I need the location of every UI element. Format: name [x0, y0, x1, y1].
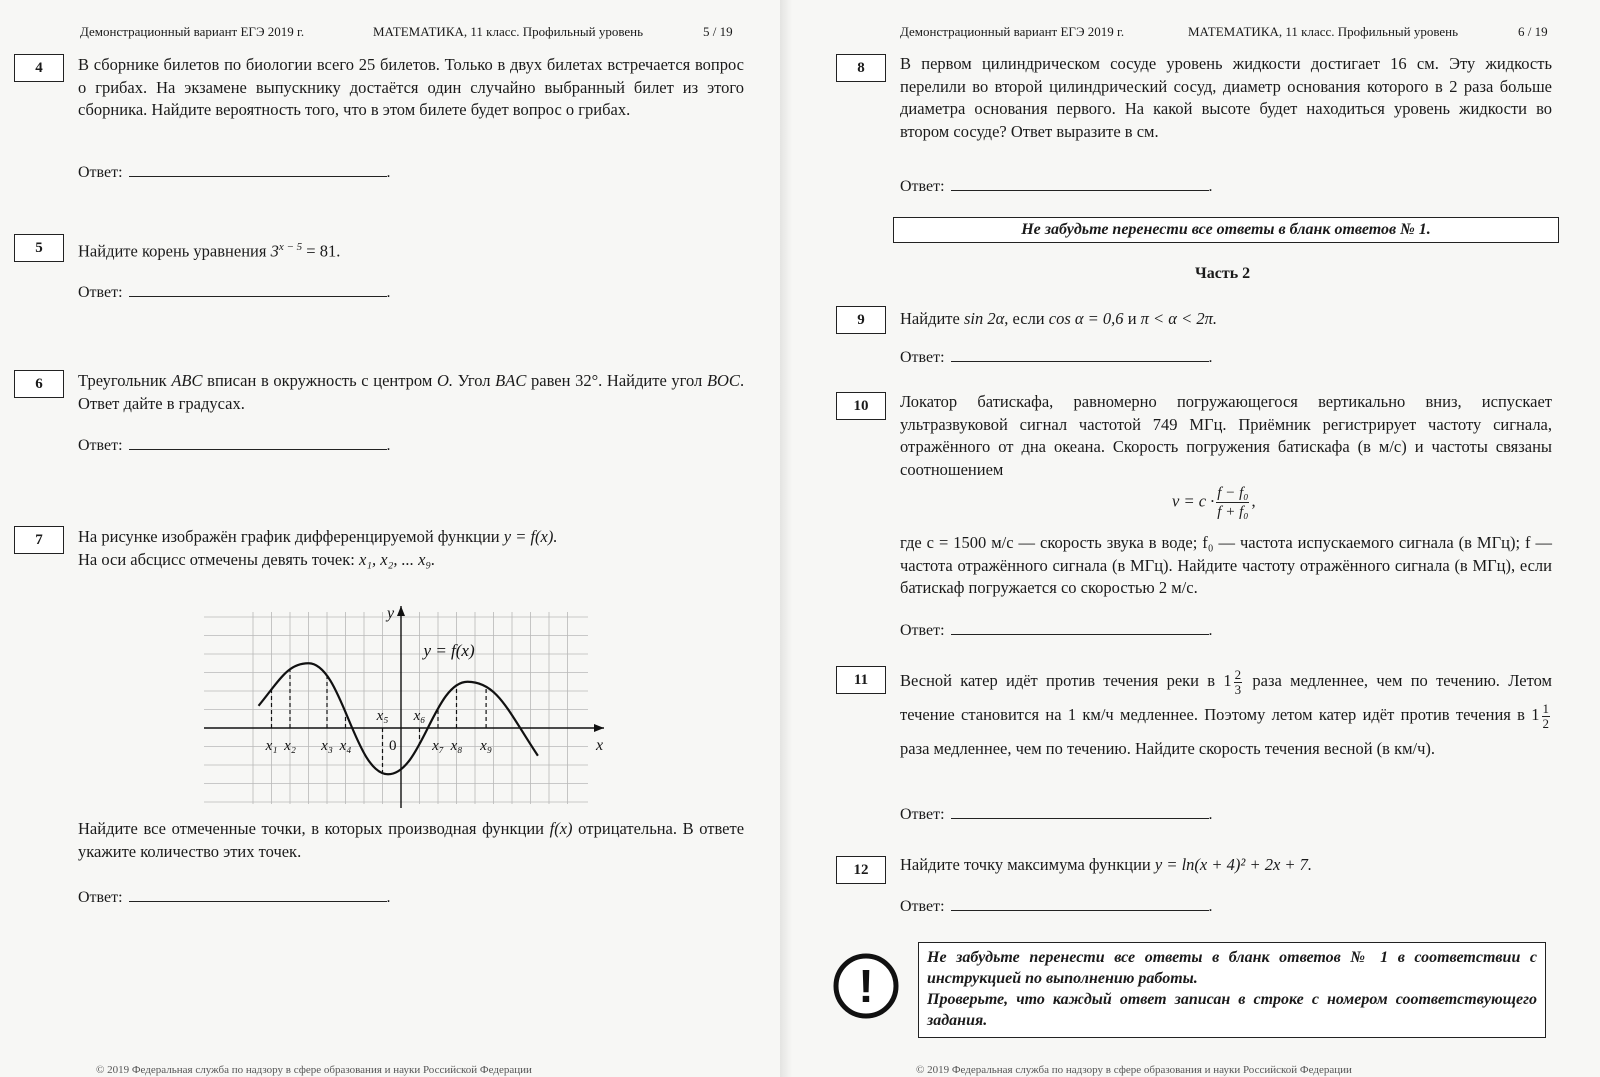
- task-6-boc: BOC: [706, 371, 740, 390]
- header-subject: МАТЕМАТИКА, 11 класс. Профильный уровень: [373, 24, 644, 39]
- task-6-o: O.: [436, 371, 453, 390]
- task-number-12: 12: [836, 856, 886, 884]
- graph-title: y = f(x): [423, 640, 475, 660]
- answer-line[interactable]: [951, 817, 1209, 819]
- task-6-abc: ABC: [171, 371, 203, 390]
- answer-line[interactable]: [951, 189, 1209, 191]
- task-number-6: 6: [14, 370, 64, 398]
- task-7-part: отрицательна. В ответе укажите количество этих точек.: [78, 819, 745, 861]
- header-title: Демонстрационный вариант ЕГЭ 2019 г.: [80, 24, 305, 39]
- reminder-transfer-answers: Не забудьте перенести все ответы в бланк ответов № 1.: [893, 217, 1559, 243]
- answer-label: Ответ:: [900, 806, 945, 823]
- task-5-rhs: = 81.: [306, 241, 341, 261]
- point-label: x₈: [450, 738, 463, 754]
- task-9-sin: sin 2α: [963, 309, 1005, 328]
- formula-numerator: f − f₀: [1217, 485, 1249, 501]
- task-10-text: Локатор батискафа, равномерно погружающегося вертикально вниз, испускает ультразвуковой сигнал частотой 749 МГц. Приёмник регистрирует частоту сигнала, отражённого от дна океана. Скорость погружения батискафа (в м/с) и частоты связаны соотношением: [900, 392, 1552, 479]
- task-6-part: Угол: [457, 371, 491, 390]
- task-7-text: [78, 526, 744, 571]
- task-number-9: 9: [836, 306, 886, 334]
- final-reminder-transfer: Не забудьте перенести все ответы в бланк ответов № 1 в соответствии с инструкцией по выполнению работы.: [927, 949, 1537, 987]
- formula-fraction: [1216, 484, 1249, 521]
- header-page-number: 5 / 19: [703, 24, 733, 39]
- answer-label: Ответ:: [78, 284, 123, 301]
- task-11-part: Весной катер идёт против течения реки в: [900, 671, 1216, 690]
- task-9-part: Найдите: [900, 309, 960, 328]
- task-number-8: 8: [836, 54, 886, 82]
- task-number-11: 11: [836, 666, 886, 694]
- answer-label: Ответ:: [900, 178, 945, 195]
- task-12-part: Найдите точку максимума функции: [900, 855, 1151, 874]
- task-7-question: [78, 818, 744, 863]
- x-axis-arrow: [594, 724, 604, 732]
- task-11-text: [900, 664, 1552, 766]
- task-9-answer: Ответ: .: [900, 349, 1213, 366]
- task-7-points: x₁, x₂, ... x₉.: [358, 549, 436, 569]
- y-axis-arrow: [397, 606, 405, 616]
- task-8-answer: Ответ: .: [900, 178, 1213, 195]
- task-6-part: вписан в окружность с центром: [207, 371, 433, 390]
- task-6-part: . Ответ дайте в градусах.: [78, 371, 745, 413]
- answer-label: Ответ:: [78, 889, 123, 906]
- task-11-part: раза медленнее, чем по течению. Найдите скорость течения весной (в км/ч).: [900, 739, 1436, 758]
- task-8-text: В первом цилиндрическом сосуде уровень жидкости достигает 16 см. Эту жидкость перелили во второй цилиндрический сосуд, диаметр основания которого в 2 раза больше диаметра основания первого. На какой высоте будет находиться уровень жидкости во втором сосуде? Ответ выразите в см.: [900, 54, 1552, 141]
- answer-label: Ответ:: [78, 437, 123, 454]
- task-9-range: π < α < 2π.: [1140, 309, 1217, 328]
- mixed-whole: 1: [1223, 671, 1232, 690]
- task-4-answer: Ответ: .: [78, 164, 391, 181]
- answer-label: Ответ:: [78, 164, 123, 181]
- fraction-denominator: 2: [1542, 715, 1549, 731]
- fraction-numerator: 1: [1542, 700, 1549, 716]
- task-number-4: 4: [14, 54, 64, 82]
- part-2-heading: Часть 2: [1195, 265, 1251, 282]
- task-10-where: где c = 1500 м/с — скорость звука в воде; f₀ — частота испускаемого сигнала (в МГц); f — частота отражённого сигнала (в МГц). Найдите частоту отражённого сигнала (в МГц), если батискаф погружается со скоростью 2 м/с.: [900, 533, 1552, 597]
- task-12-answer: Ответ: .: [900, 898, 1213, 915]
- task-9-part: , если: [1004, 309, 1045, 328]
- answer-line[interactable]: [129, 448, 387, 450]
- task-6-bac: BAC: [495, 371, 527, 390]
- task-4-text: В сборнике билетов по биологии всего 25 билетов. Только в двух билетах встречается вопрос о грибах. На экзамене выпускнику достаётся один случайно выбранный билет из этого сборника. Найдите вероятность того, что в этом билете будет вопрос о грибах.: [78, 55, 744, 119]
- mixed-fraction: [1542, 702, 1551, 731]
- task-9-text: [900, 308, 1552, 331]
- answer-line[interactable]: [129, 175, 387, 177]
- task-6-part: Треугольник: [78, 371, 167, 390]
- task-number-7: 7: [14, 526, 64, 554]
- answer-line[interactable]: [951, 360, 1209, 362]
- task-5-text: [78, 236, 744, 263]
- task-5-base: 3: [270, 241, 279, 261]
- task-number-10: 10: [836, 392, 886, 420]
- warning-symbol: !: [858, 960, 874, 1012]
- point-label: x₅: [376, 708, 389, 724]
- task-6-answer: Ответ: .: [78, 437, 391, 454]
- task-7-fx: f(x): [549, 819, 573, 838]
- task-10-formula: v = c · $\frac{\text{f − f₀}}{\text{f + f₀}}$ ,: [1172, 485, 1256, 520]
- warning-icon: [832, 952, 900, 1020]
- task-11-answer: Ответ: .: [900, 806, 1213, 823]
- task-9-part: и: [1127, 309, 1137, 328]
- answer-line[interactable]: [951, 909, 1209, 911]
- task-number-5: 5: [14, 234, 64, 262]
- left-page: [0, 0, 780, 1077]
- warning-icon-svg: [832, 952, 900, 1020]
- point-label: x₉: [480, 738, 493, 754]
- fraction-denominator: 3: [1234, 681, 1242, 697]
- function-graph-svg: [196, 604, 616, 814]
- task-6-text: [78, 370, 744, 415]
- point-label: x₁: [265, 738, 278, 754]
- x-axis-label: x: [596, 737, 604, 754]
- task-11-part: раза медленнее, чем по течению. Летом течение становится на 1 км/ч медленнее. Поэтому летом катер идёт против течения в: [900, 671, 1552, 724]
- footer-copyright: © 2019 Федеральная служба по надзору в сфере образования и науки Российской Федерации: [96, 1064, 532, 1076]
- footer-copyright: © 2019 Федеральная служба по надзору в сфере образования и науки Российской Федерации: [916, 1064, 1352, 1076]
- answer-line[interactable]: [951, 633, 1209, 635]
- answer-label: Ответ:: [900, 349, 945, 366]
- task-6-part: равен 32°. Найдите угол: [531, 371, 703, 390]
- answer-line[interactable]: [129, 900, 387, 902]
- task-12-function: y = ln(x + 4)² + 2x + 7.: [1154, 855, 1313, 874]
- right-page: [800, 0, 1600, 1077]
- task-7-part: На оси абсцисс отмечены девять точек:: [78, 549, 355, 569]
- point-label: x₄: [339, 738, 352, 754]
- task-7-function: y = f(x).: [503, 527, 558, 546]
- header-page-number: 6 / 19: [1518, 24, 1548, 39]
- function-graph: [196, 604, 616, 814]
- task-7-answer: Ответ: .: [78, 889, 391, 906]
- fraction-numerator: 2: [1234, 666, 1242, 682]
- answer-label: Ответ:: [900, 622, 945, 639]
- final-reminder-box: [918, 942, 1546, 1038]
- formula-denominator: f + f₀: [1217, 504, 1249, 520]
- task-9-cos: cos α = 0,6: [1048, 309, 1124, 328]
- answer-label: Ответ:: [900, 898, 945, 915]
- header-subject: МАТЕМАТИКА, 11 класс. Профильный уровень: [1188, 24, 1459, 39]
- task-10-answer: Ответ: .: [900, 622, 1213, 639]
- point-label: x₂: [284, 738, 296, 754]
- task-7-part: Найдите все отмеченные точки, в которых производная функции: [78, 819, 545, 838]
- header-title: Демонстрационный вариант ЕГЭ 2019 г.: [900, 24, 1125, 39]
- answer-line[interactable]: [129, 295, 387, 297]
- point-label: x₃: [321, 738, 333, 754]
- origin-label: 0: [389, 738, 397, 754]
- y-axis-label: y: [387, 605, 395, 622]
- task-5-prompt: Найдите корень уравнения: [78, 241, 267, 261]
- point-label: x₇: [432, 738, 444, 754]
- mixed-whole: 1: [1531, 705, 1540, 724]
- page-gutter: [780, 0, 800, 1077]
- function-curve: [259, 663, 538, 774]
- formula-lhs: v = c ·: [1172, 491, 1215, 511]
- point-label: x₆: [413, 708, 426, 724]
- task-5-answer: Ответ: .: [78, 284, 391, 301]
- task-5-exponent: x − 5: [278, 241, 303, 253]
- task-12-text: [900, 854, 1552, 877]
- final-reminder-check: Проверьте, что каждый ответ записан в строке с номером соответствующего задания.: [927, 991, 1537, 1029]
- mixed-fraction: [1234, 668, 1243, 697]
- task-7-part: На рисунке изображён график дифференцируемой функции: [78, 527, 500, 546]
